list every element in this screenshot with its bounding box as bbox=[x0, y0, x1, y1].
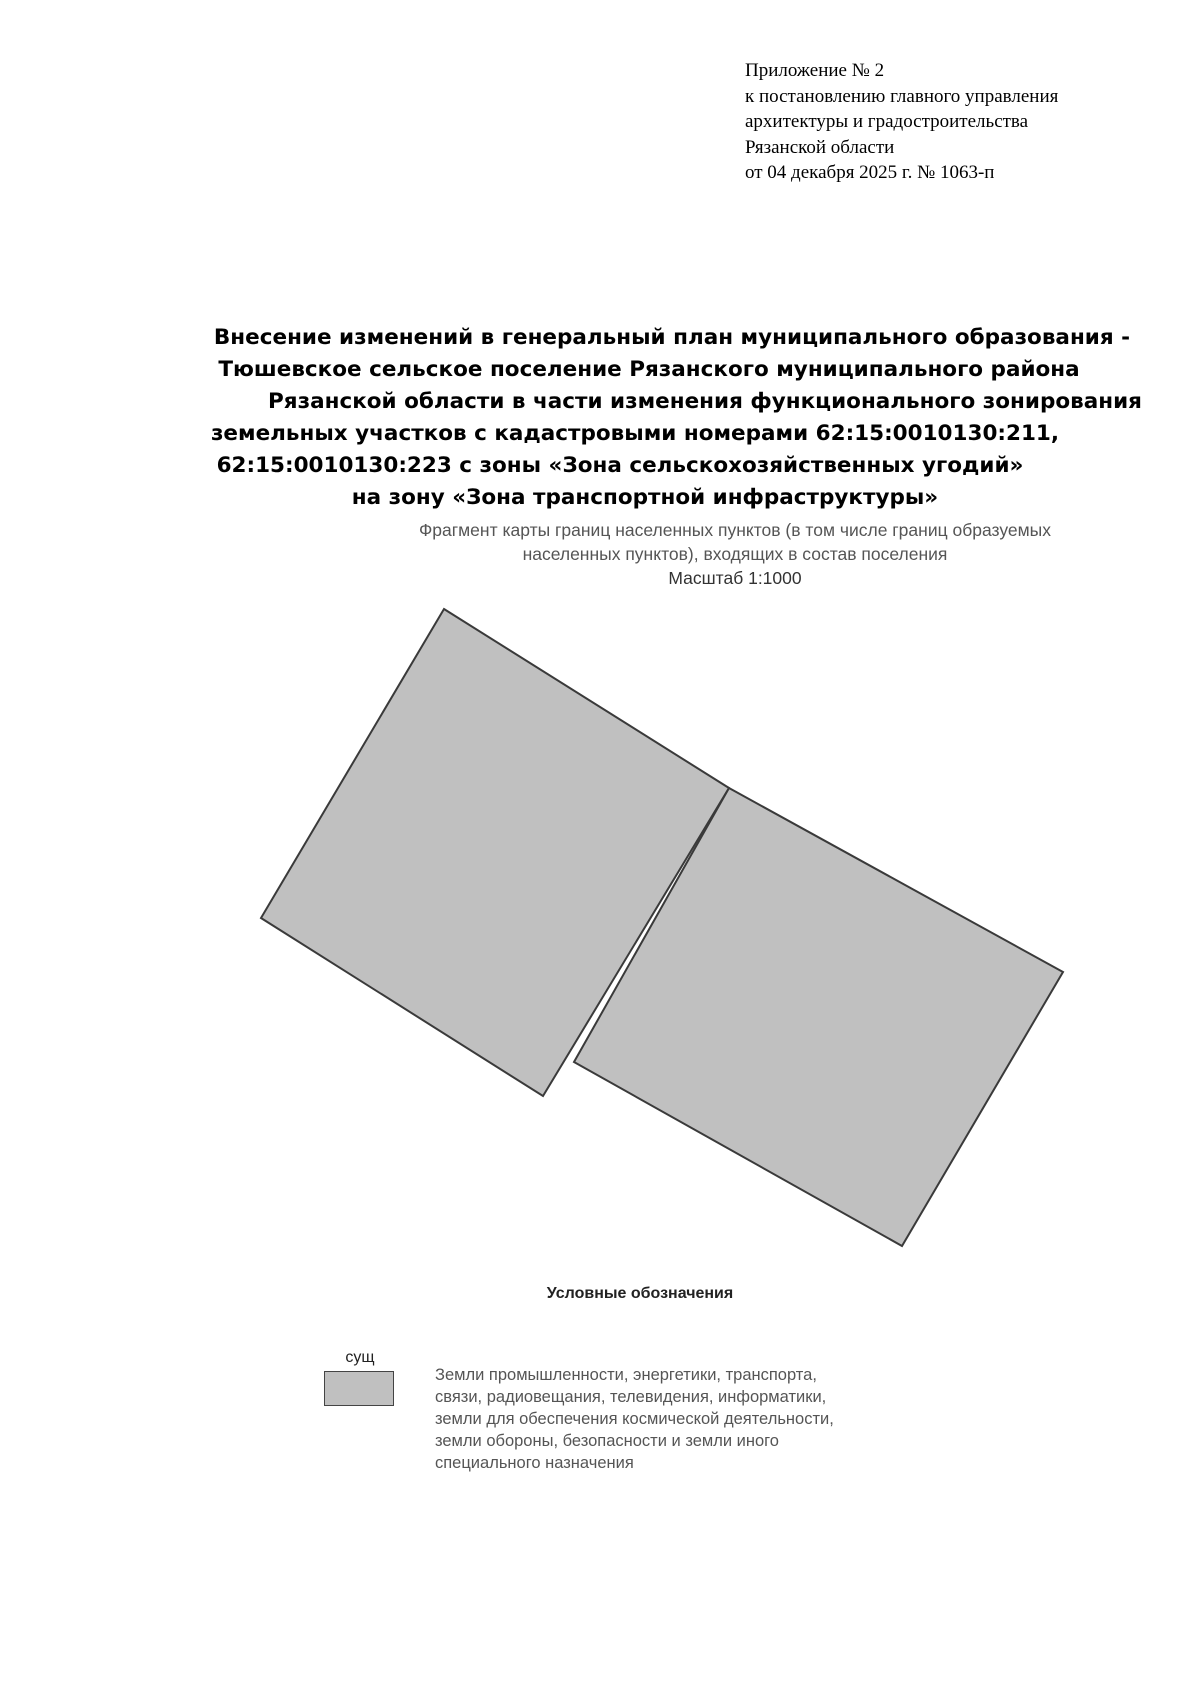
title-line: Внесение изменений в генеральный план муниципального образования - bbox=[213, 325, 1131, 350]
map-caption-line: Фрагмент карты границ населенных пунктов (в том числе границ образуемых bbox=[419, 520, 1051, 540]
appendix-line: от 04 декабря 2025 г. № 1063-п bbox=[745, 162, 995, 183]
appendix-line: Рязанской области bbox=[745, 136, 895, 158]
title-line: земельных участков с кадастровыми номерами 62:15:0010130:211, bbox=[210, 421, 1060, 446]
map-caption-line: населенных пунктов), входящих в состав поселения bbox=[522, 544, 948, 564]
legend-description-line: земли для обеспечения космической деятельности, bbox=[435, 1410, 834, 1428]
appendix-line: Приложение № 2 bbox=[745, 60, 885, 81]
legend-description-line: Земли промышленности, энергетики, транспорта, bbox=[435, 1366, 817, 1384]
title-line: 62:15:0010130:223 с зоны «Зона сельскохозяйственных угодий» bbox=[216, 453, 1024, 478]
title-line: Тюшевское сельское поселение Рязанского муниципального района bbox=[218, 357, 1080, 382]
legend-description-line: земли обороны, безопасности и земли иного bbox=[435, 1432, 779, 1450]
appendix-line: архитектуры и градостроительства bbox=[745, 111, 1029, 132]
legend-description-line: связи, радиовещания, телевидения, информатики, bbox=[435, 1388, 827, 1406]
legend-description-line: специального назначения bbox=[435, 1454, 634, 1472]
title-line: Рязанской области в части изменения функционального зонирования bbox=[268, 389, 1142, 414]
appendix-line: к постановлению главного управления bbox=[745, 85, 1059, 107]
legend-code-label: сущ bbox=[345, 1349, 375, 1366]
legend-swatch bbox=[324, 1371, 394, 1406]
map-scale: Масштаб 1:1000 bbox=[668, 568, 802, 588]
title-line: на зону «Зона транспортной инфраструктуры» bbox=[351, 485, 939, 510]
legend-title: Условные обозначения bbox=[546, 1285, 734, 1302]
legend-description bbox=[435, 1364, 975, 1474]
